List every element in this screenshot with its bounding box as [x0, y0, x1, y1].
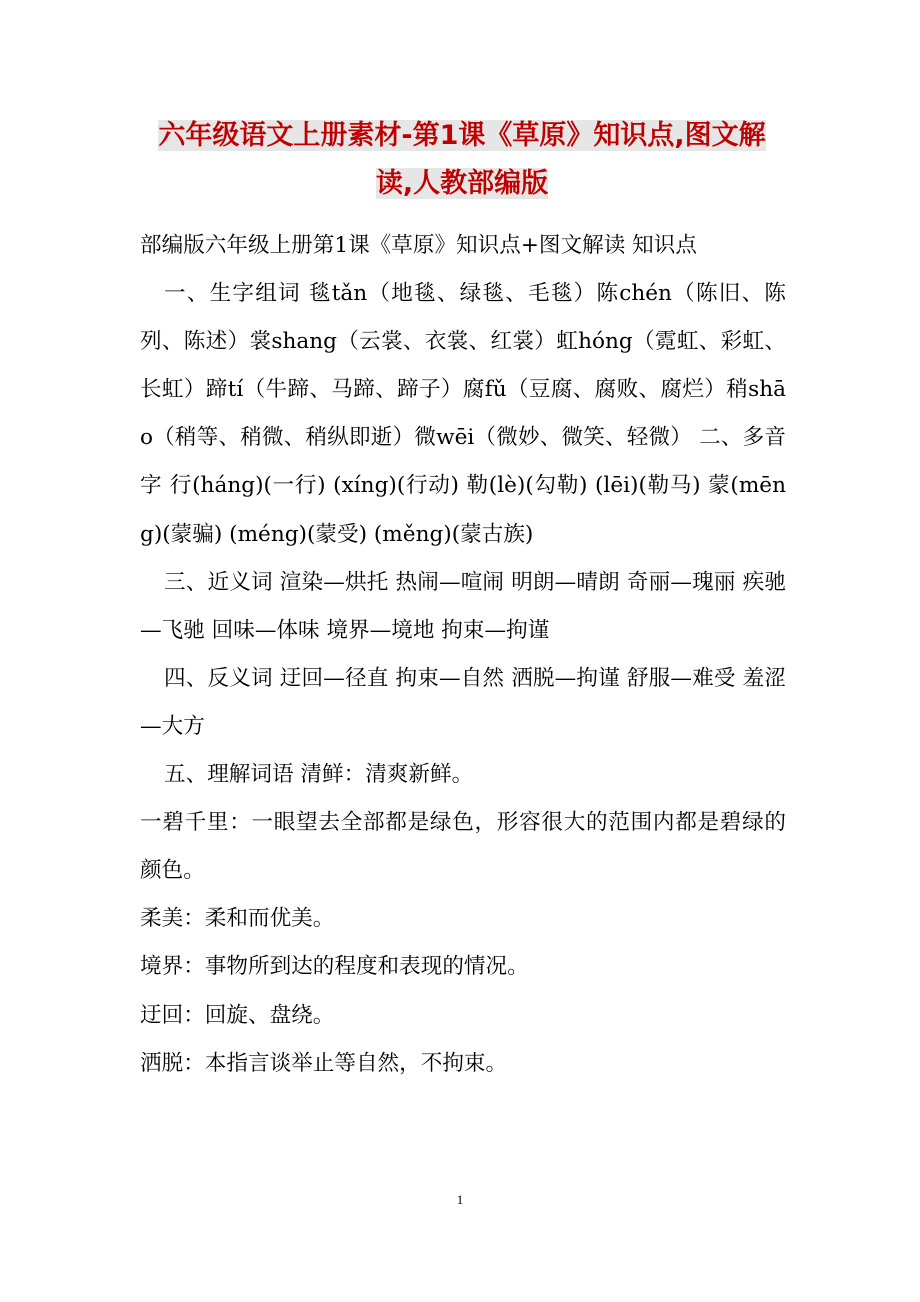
title-line-1: 六年级语文上册素材-第1课《草原》知识点,图文解	[158, 120, 766, 151]
page-number: 1	[456, 1192, 464, 1207]
document-title	[138, 112, 786, 208]
intro-paragraph: 部编版六年级上册第1课《草原》知识点+图文解读 知识点	[140, 233, 697, 258]
vocabulary-paragraph: 一、生字组词 毯tǎn（地毯、绿毯、毛毯）陈chén（陈旧、陈列、陈述）裳shang（云裳、衣裳、红裳）虹hóng（霓虹、彩虹、长虹）蹄tí（牛蹄、马蹄、蹄子）腐fǔ（豆腐、腐败、腐烂）稍shāo（稍等、稍微、稍纵即逝）微wēi（微妙、微笑、轻微） 二、多音字 行(háng)(一行) (xíng)(行动) 勒(lè)(勾勒) (lēi)(勒马) 蒙(mēng)(蒙骗) (méng)(蒙受) (měng)(蒙古族)	[140, 281, 786, 547]
definition-paragraph: 洒脱：本指言谈举止等自然，不拘束。	[140, 1050, 508, 1076]
definition-paragraph: 柔美：柔和而优美。	[140, 906, 335, 932]
definition-paragraph: 一碧千里：一眼望去全部都是绿色，形容很大的范围内都是碧绿的颜色。	[140, 810, 786, 884]
title-line-2: 读,人教部编版	[375, 168, 549, 199]
definition-paragraph: 迂回：回旋、盘绕。	[140, 1002, 335, 1028]
synonyms-paragraph: 三、近义词 渲染—烘托 热闹—喧闹 明朗—晴朗 奇丽—瑰丽 疾驰—飞驰 回味—体味 境界—境地 拘束—拘谨	[140, 569, 786, 643]
document-body	[140, 222, 786, 1088]
definition-paragraph: 境界：事物所到达的程度和表现的情况。	[140, 954, 529, 980]
antonyms-paragraph: 四、反义词 迂回—径直 拘束—自然 洒脱—拘谨 舒服—难受 羞涩—大方	[140, 665, 786, 739]
word-meaning-heading: 五、理解词语 清鲜：清爽新鲜。	[164, 762, 474, 788]
